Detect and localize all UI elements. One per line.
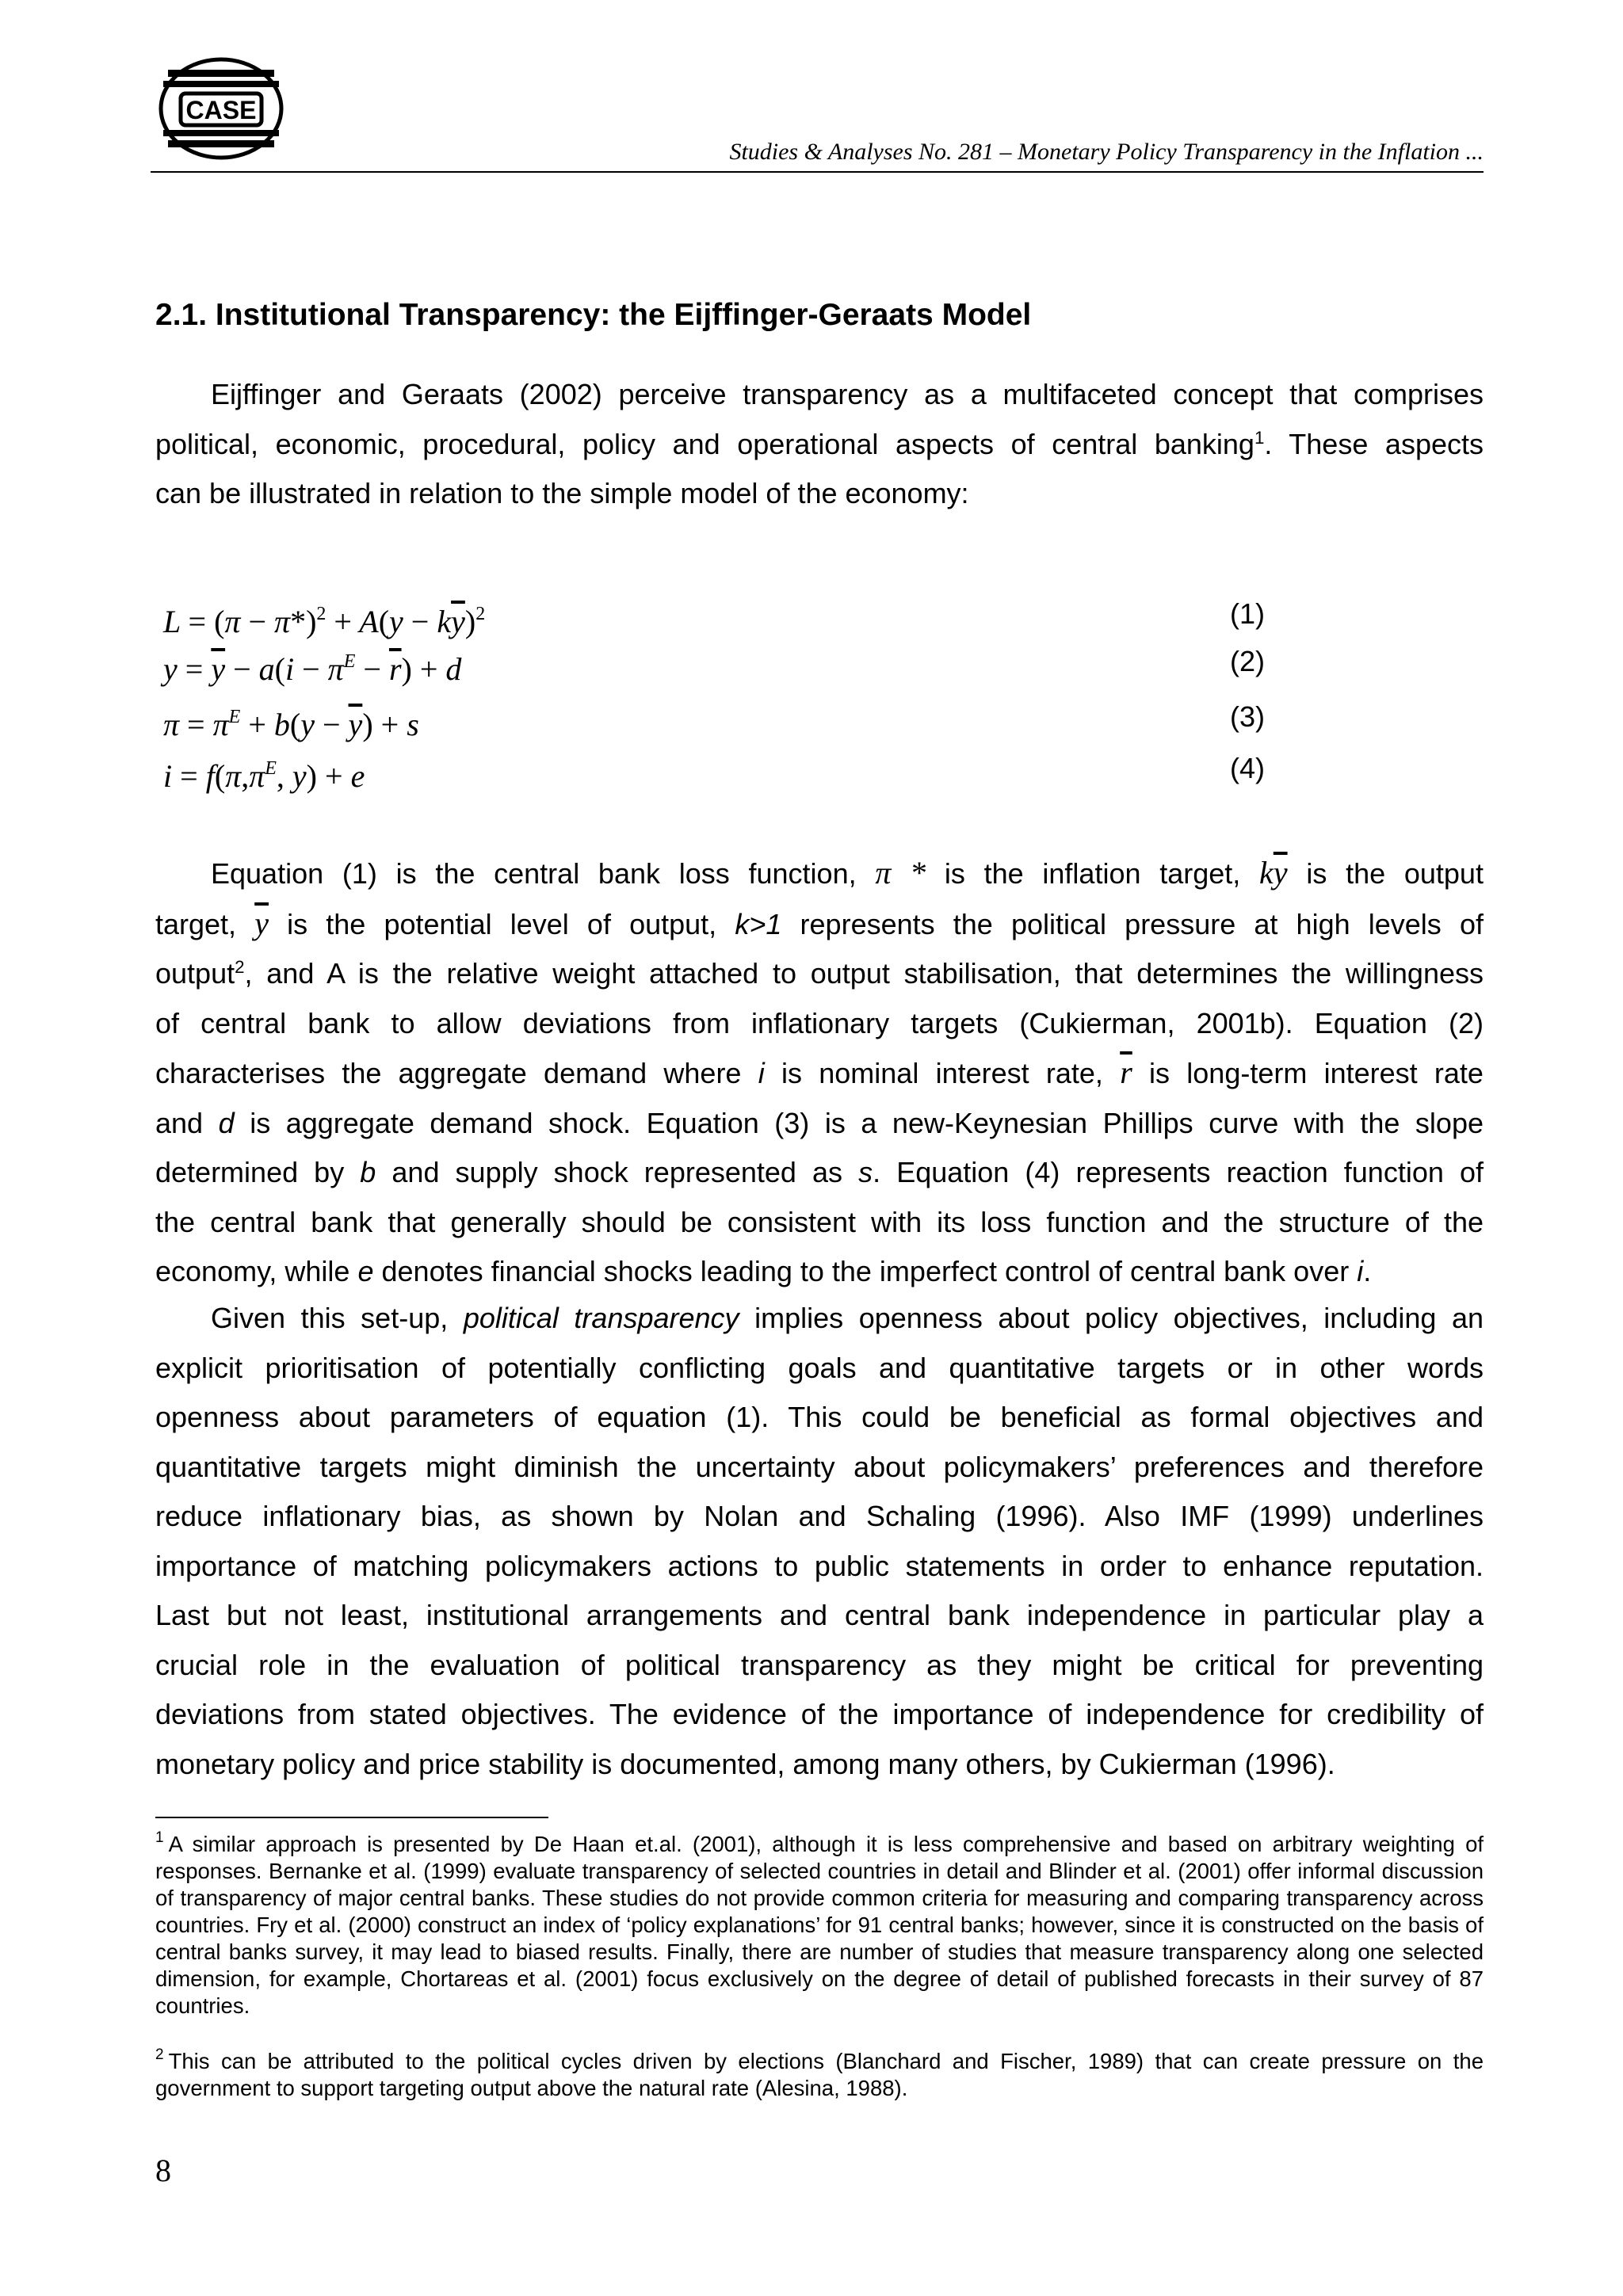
p3-line-5: reduce inflationary bias, as shown by Nolan and Schaling (1996). Also IMF (1999) underlines bbox=[155, 1500, 1484, 1532]
p2-l9-end: . bbox=[1363, 1255, 1372, 1287]
equation-2-math: $y = \overline{y} - a(i - \pi^E - \overline{r}) + d$ bbox=[163, 651, 462, 687]
p3-line-1 bbox=[155, 1294, 1484, 1344]
p2-l6-a: and bbox=[155, 1106, 204, 1139]
p3-l1-a: Given this set-up, bbox=[211, 1302, 449, 1334]
p2-line-6 bbox=[155, 1099, 1484, 1149]
equation-4-number: (4) bbox=[1230, 752, 1265, 784]
paragraph-3 bbox=[155, 1294, 1484, 1789]
p2-l7-b: b bbox=[360, 1156, 376, 1188]
equation-1-number: (1) bbox=[1230, 597, 1265, 630]
p3-line-7: Last but not least, institutional arrangements and central bank independence in particular play a bbox=[155, 1599, 1484, 1631]
footnote-ref-2[interactable]: 2 bbox=[235, 957, 245, 977]
p2-l2-c: represents the political pressure at high levels of bbox=[800, 907, 1484, 940]
p2-line-7 bbox=[155, 1148, 1484, 1198]
intro-line-2 bbox=[155, 420, 1484, 470]
equation-4-math: $i = f(\pi,\pi^E$, y) + e bbox=[163, 758, 365, 794]
paragraph-2 bbox=[155, 849, 1484, 1297]
footnote-ref-1[interactable]: 1 bbox=[1254, 427, 1265, 448]
p2-line-3 bbox=[155, 949, 1484, 999]
p2-line-9 bbox=[155, 1247, 1484, 1297]
p2-l1-b: is the inflation target, bbox=[944, 857, 1241, 890]
p2-line-8: the central bank that generally should be consistent with its loss function and the structure of the bbox=[155, 1205, 1484, 1238]
p2-l7-a: determined by bbox=[155, 1156, 345, 1188]
p2-l1-c: is the output bbox=[1306, 857, 1484, 890]
case-logo bbox=[157, 54, 285, 163]
intro-line-2-text: political, economic, procedural, policy and operational aspects of central banking bbox=[155, 427, 1254, 460]
p2-line-4: of central bank to allow deviations from inflationary targets (Cukierman, 2001b). Equation (2) bbox=[155, 1006, 1484, 1039]
equation-1 bbox=[163, 590, 1265, 638]
footnote-2-text: This can be attributed to the political cycles driven by elections (Blanchard and Fischer, 1989) that can create pressure on the government to support targeting output above the natural rate (Alesina, 1988). bbox=[155, 2049, 1484, 2100]
p3-line-4: quantitative targets might diminish the uncertainty about policymakers’ preferences and therefore bbox=[155, 1450, 1484, 1483]
intro-line-3: can be illustrated in relation to the simple model of the economy: bbox=[155, 477, 969, 509]
p2-l7-c: and supply shock represented as bbox=[391, 1156, 843, 1188]
p2-l5-a: characterises the aggregate demand where bbox=[155, 1057, 742, 1089]
p2-l9-e: e bbox=[357, 1255, 374, 1287]
page-number: 8 bbox=[155, 2153, 171, 2188]
equation-2 bbox=[163, 638, 1265, 685]
intro-paragraph bbox=[155, 370, 1484, 519]
p2-l3-a: output bbox=[155, 957, 235, 990]
footnote-2-mark: 2 bbox=[155, 2046, 164, 2063]
equation-3-number: (3) bbox=[1230, 700, 1265, 733]
footnote-1 bbox=[155, 1825, 1484, 2019]
p2-l5-i: i bbox=[758, 1057, 765, 1089]
logo-text: CASE bbox=[185, 96, 257, 124]
p3-line-2: explicit prioritisation of potentially conflicting goals and quantitative targets or in other words bbox=[155, 1351, 1484, 1384]
p3-line-8: crucial role in the evaluation of political transparency as they might be critical for preventing bbox=[155, 1648, 1484, 1681]
p2-l5-b: is nominal interest rate, bbox=[781, 1057, 1103, 1089]
p2-l6-b: is aggregate demand shock. Equation (3) is a new-Keynesian Phillips curve with the slope bbox=[250, 1106, 1484, 1139]
footnote-rule bbox=[155, 1817, 548, 1818]
p2-line-5: characterises the aggregate demand where i is nominal interest rate, $\overline{r}$ is long-term interest rate bbox=[155, 1055, 1484, 1090]
footnote-2 bbox=[155, 2042, 1484, 2102]
p2-l3-b: , and A is the relative weight attached to output stabilisation, that determines the willingness bbox=[244, 957, 1484, 990]
intro-line-2-end: . These aspects bbox=[1264, 427, 1484, 460]
p3-l1-em: political transparency bbox=[463, 1302, 739, 1334]
p2-l9-i: i bbox=[1357, 1255, 1364, 1287]
footnote-1-text: A similar approach is presented by De Haan et.al. (2001), although it is less comprehensive and based on arbitrary weighting of responses. Bernanke et al. (1999) evaluate transparency of selected countries in detail and Blinder et al. (2001) offer informal discussion of transparency of major central banks. These studies do not provide common criteria for measuring and comparing transparency across countries. Fry et al. (2000) construct an index of ‘policy explanations’ for 91 central banks; however, since it is constructed on the basis of central banks survey, it may lead to biased results. Finally, there are number of studies that measure transparency along one selected dimension, for example, Chortareas et al. (2001) focus exclusively on the degree of detail of published forecasts in their survey of 87 countries. bbox=[155, 1832, 1484, 2018]
p2-l9-a: economy, while bbox=[155, 1255, 350, 1287]
p3-line-3: openness about parameters of equation (1). This could be beneficial as formal objectives and bbox=[155, 1401, 1484, 1433]
p2-l7-d: . Equation (4) represents reaction function of bbox=[873, 1156, 1484, 1188]
p2-l2-b: is the potential level of output, bbox=[287, 907, 717, 940]
p2-line-1: Equation (1) is the central bank loss function, π * is the inflation target, $k\overline{y}$ is the output bbox=[211, 855, 1484, 891]
p2-l7-s: s bbox=[858, 1156, 873, 1188]
section-heading: 2.1. Institutional Transparency: the Eijffinger-Geraats Model bbox=[155, 298, 1032, 332]
running-header: Studies & Analyses No. 281 – Monetary Policy Transparency in the Inflation ... bbox=[729, 139, 1484, 165]
p2-l6-d: d bbox=[218, 1106, 235, 1139]
equation-4 bbox=[163, 745, 1265, 792]
footnote-1-mark: 1 bbox=[155, 1829, 164, 1846]
equation-2-number: (2) bbox=[1230, 645, 1265, 677]
intro-line-1: Eijffinger and Geraats (2002) perceive transparency as a multifaceted concept that comprises bbox=[211, 378, 1484, 410]
p2-l2-a: target, bbox=[155, 907, 237, 940]
p2-line-2: target, $\overline{y}$ is the potential level of output, k>1 represents the political pressure at high levels of bbox=[155, 905, 1484, 941]
p3-line-10: monetary policy and price stability is documented, among many others, by Cukierman (1996). bbox=[155, 1747, 1335, 1780]
p2-l5-c: is long-term interest rate bbox=[1149, 1057, 1484, 1089]
p3-line-6: importance of matching policymakers actions to public statements in order to enhance reputation. bbox=[155, 1549, 1484, 1582]
p3-l1-b: implies openness about policy objectives, including an bbox=[754, 1302, 1484, 1334]
equation-1-math: $L = (\pi - \pi*)^2 + A(y - k\overline{y})^2$ bbox=[163, 604, 486, 639]
p2-l9-b: denotes financial shocks leading to the imperfect control of central bank over bbox=[381, 1255, 1350, 1287]
equation-3 bbox=[163, 693, 1265, 741]
header-rule bbox=[151, 171, 1484, 173]
p2-l1-a: Equation (1) is the central bank loss function, bbox=[211, 857, 857, 890]
equation-3-math: $\pi = \pi^E + b(y - \overline{y}) + s$ bbox=[163, 707, 419, 742]
p2-l2-k: k>1 bbox=[735, 907, 782, 940]
p3-line-9: deviations from stated objectives. The evidence of the importance of independence for credibility of bbox=[155, 1698, 1484, 1730]
